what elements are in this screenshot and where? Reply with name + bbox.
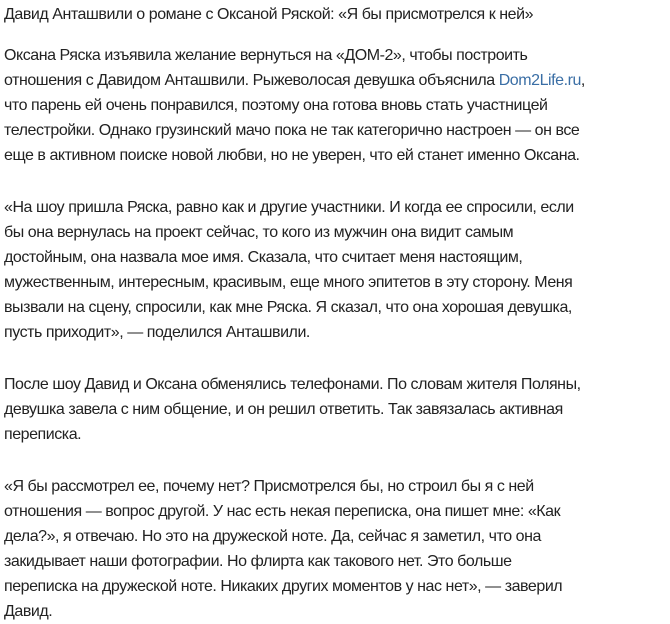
text-line: достойным, она назвала мое имя. Сказала, что считает меня настоящим, [4, 249, 523, 266]
text-line: отношения — вопрос другой. У нас есть некая переписка, она пишет мне: «Как [4, 503, 561, 520]
text-line [4, 68, 670, 93]
text-line: телестройки. Однако грузинский мачо пока не так категорично настроен — он все [4, 122, 580, 139]
text-line: После шоу Давид и Оксана обменялись телефонами. По словам жителя Поляны, [4, 376, 581, 393]
paragraph-3 [4, 372, 670, 447]
text-line: бы она вернулась на проект сейчас, то кого из мужчин она видит самым [4, 224, 514, 241]
text-line: дела?», я отвечаю. Но это на дружеской ноте. Да, сейчас я заметил, что она [4, 528, 541, 545]
article-title: Давид Анташвили о романе с Оксаной Ряской: «Я бы присмотрелся к ней» [4, 6, 534, 23]
text-line: «Я бы рассмотрел ее, почему нет? Присмотрелся бы, но строил бы я с ней [4, 478, 534, 495]
text-line: Оксана Ряска изъявила желание вернуться на «ДОМ-2», чтобы построить [4, 47, 528, 64]
paragraph-4 [4, 474, 670, 624]
text: отношения с Давидом Анташвили. Рыжеволосая девушка объяснила [4, 72, 499, 89]
text-line: вызвали на сцену, спросили, как мне Ряска. Я сказал, что она хорошая девушка, [4, 299, 572, 316]
text-line: «На шоу пришла Ряска, равно как и другие участники. И когда ее спросили, если [4, 199, 574, 216]
text-line: девушка завела с ним общение, и он решил ответить. Так завязалась активная [4, 401, 563, 418]
text-line: что парень ей очень понравился, поэтому она готова вновь стать участницей [4, 97, 548, 114]
paragraph-2 [4, 195, 670, 345]
dom2life-link[interactable]: Dom2Life.ru [498, 72, 581, 89]
text-line: мужественным, интересным, красивым, еще много эпитетов в эту сторону. Меня [4, 274, 573, 291]
text-line: еще в активном поиске новой любви, но не уверен, что ей станет именно Оксана. [4, 147, 580, 164]
paragraph-1 [4, 43, 670, 168]
text: , [580, 72, 585, 89]
text-line: пусть приходит», — поделился Анташвили. [4, 324, 310, 341]
text-line: переписка. [4, 426, 82, 443]
text-line: Давид. [4, 603, 53, 620]
text-line: закидывает наши фотографии. Но флирта как такового нет. Это больше [4, 553, 512, 570]
text-line: переписка на дружеской ноте. Никаких других моментов у нас нет», — заверил [4, 578, 563, 595]
